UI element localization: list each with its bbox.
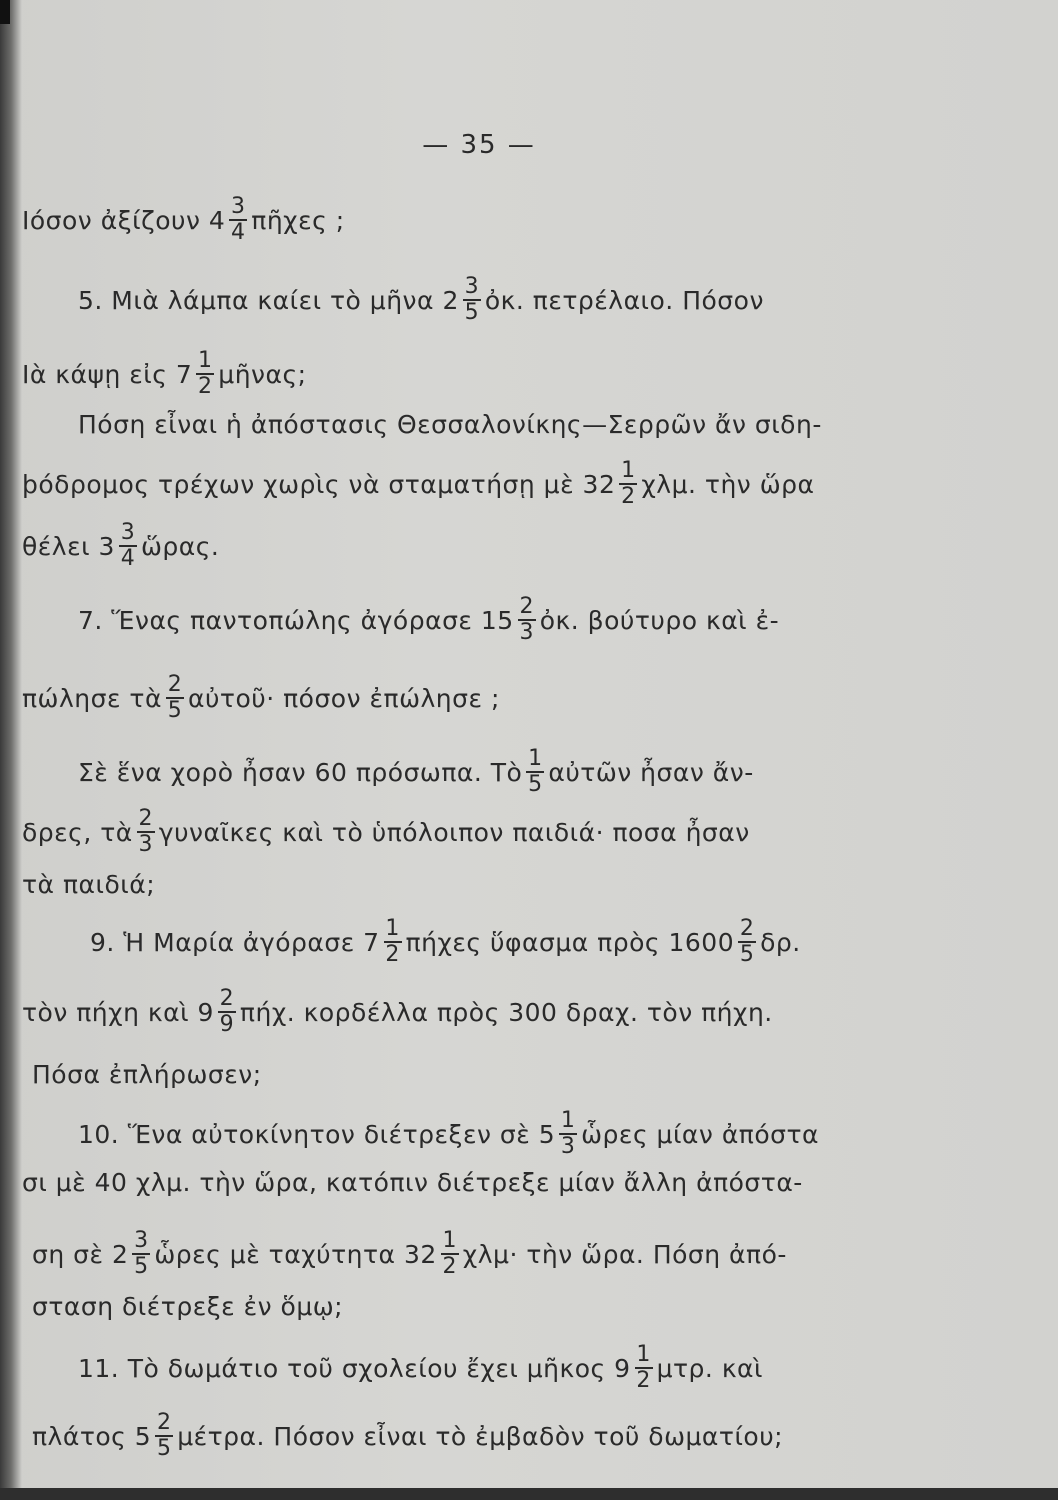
line-text: τὰ παιδιά; [22, 869, 156, 899]
text-line [78, 408, 822, 448]
text-line [78, 746, 754, 797]
fraction-denominator: 5 [528, 772, 543, 797]
text-line [22, 194, 345, 245]
text-line [32, 1410, 784, 1461]
line-text: πήχ. κορδέλλα πρὸς 300 δραχ. τὸν πήχη. [239, 997, 773, 1027]
line-text: ὥρας. [140, 531, 220, 561]
line-text: μῆνας; [218, 359, 307, 389]
line-text: 7. Ἕνας παντοπώλης ἀγόρασε 15 [78, 605, 514, 635]
text-line [78, 274, 764, 325]
page-number: — 35 — [422, 130, 536, 160]
text-line [78, 1108, 820, 1159]
line-text: ϸόδρομος τρέχων χωρὶς νὰ σταματήσῃ μὲ 32 [22, 469, 616, 499]
text-line [78, 1342, 763, 1393]
line-text: πῆχες ; [251, 205, 345, 235]
fraction-numerator: 1 [198, 348, 213, 373]
page-bottom-edge [0, 1488, 1058, 1500]
fraction-numerator: 1 [528, 746, 543, 771]
line-text: γυναῖκες καὶ τὸ ὑπόλοιπον παιδιά· ποσα ἦσαν [158, 817, 750, 847]
fraction [132, 1230, 150, 1278]
fraction-denominator: 5 [156, 1436, 172, 1461]
line-text: μέτρα. Πόσον εἶναι τὸ ἐμβαδὸν τοῦ δωματίου; [177, 1421, 784, 1451]
fraction-denominator: 5 [134, 1254, 149, 1279]
text-line [90, 916, 801, 967]
fraction-numerator: 2 [739, 916, 755, 941]
fraction [619, 460, 637, 508]
fraction-denominator: 3 [519, 620, 534, 645]
line-text: πώλησε τὰ [22, 683, 162, 713]
line-text: 5. Μιὰ λάμπα καίει τὸ μῆνα 2 [78, 285, 459, 315]
line-text: Σὲ ἕνα χορὸ ἦσαν 60 πρόσωπα. Τὸ [78, 757, 523, 787]
fraction [119, 522, 137, 570]
line-text: σι μὲ 40 χλμ. τὴν ὥρα, κατόπιν διέτρεξε μίαν ἄλλη ἀπόστα- [22, 1167, 803, 1197]
fraction [559, 1110, 577, 1158]
text-line [22, 986, 773, 1037]
fraction [218, 988, 236, 1036]
fraction [738, 918, 756, 966]
line-text: δρ. [760, 927, 801, 957]
text-line [22, 672, 500, 723]
fraction-denominator: 4 [231, 220, 246, 245]
line-text: χλμ· τὴν ὥρα. Πόση ἀπό- [462, 1239, 787, 1269]
line-text: σταση διέτρεξε ἐν ὅμῳ; [32, 1291, 344, 1321]
fraction-denominator: 2 [385, 942, 400, 967]
page-binding-shadow [0, 0, 22, 1500]
line-text: 10. Ἕνα αὐτοκίνητον διέτρεξεν σὲ 5 [78, 1119, 556, 1149]
line-text: ὧρες μὲ ταχύτητα 32 [154, 1239, 437, 1269]
fraction [526, 748, 544, 796]
text-line [78, 594, 780, 645]
fraction [196, 350, 214, 398]
fraction [384, 918, 402, 966]
fraction-denominator: 2 [636, 1368, 651, 1393]
fraction-denominator: 3 [138, 832, 154, 857]
text-line [22, 458, 815, 509]
fraction-numerator: 2 [156, 1410, 172, 1435]
text-line [32, 1058, 262, 1098]
line-text: αὐτῶν ἦσαν ἄν- [548, 757, 754, 787]
fraction-numerator: 1 [385, 916, 400, 941]
fraction-numerator: 2 [167, 672, 183, 697]
line-text: Ιὰ κάψῃ εἰς 7 [22, 359, 193, 389]
line-text: πλάτος 5 [32, 1421, 152, 1451]
fraction-denominator: 2 [442, 1254, 458, 1279]
fraction [137, 808, 155, 856]
fraction-numerator: 1 [636, 1342, 651, 1367]
fraction-numerator: 2 [138, 806, 154, 831]
fraction [441, 1230, 459, 1278]
text-line [22, 868, 155, 908]
fraction-denominator: 9 [219, 1012, 235, 1037]
fraction [229, 196, 247, 244]
fraction-numerator: 1 [442, 1228, 458, 1253]
fraction-numerator: 3 [134, 1228, 149, 1253]
line-text: ὀκ. πετρέλαιο. Πόσον [484, 285, 764, 315]
fraction-numerator: 3 [464, 274, 480, 299]
fraction-numerator: 3 [120, 520, 136, 545]
fraction [635, 1344, 653, 1392]
text-line [22, 520, 220, 571]
line-text: ὀκ. βούτυρο καὶ ἐ- [539, 605, 780, 635]
text-line [22, 1166, 803, 1206]
fraction-denominator: 2 [621, 484, 636, 509]
fraction-denominator: 5 [464, 300, 480, 325]
text-line [22, 806, 750, 857]
fraction-numerator: 1 [621, 458, 636, 483]
line-text: Ιόσον ἀξίζουν 4 [22, 205, 226, 235]
fraction [155, 1412, 173, 1460]
line-text: Πόση εἶναι ἡ ἀπόστασις Θεσσαλονίκης—Σερρῶν ἄν σιδη- [78, 409, 822, 439]
fraction-denominator: 5 [739, 942, 755, 967]
fraction-denominator: 5 [167, 698, 183, 723]
fraction [518, 596, 536, 644]
line-text: 9. Ἡ Μαρία ἀγόρασε 7 [90, 927, 380, 957]
fraction-numerator: 1 [560, 1108, 576, 1133]
fraction-denominator: 3 [560, 1134, 576, 1159]
fraction [166, 674, 184, 722]
line-text: Πόσα ἐπλήρωσεν; [32, 1059, 262, 1089]
fraction-denominator: 2 [198, 374, 213, 399]
corner-mark [0, 0, 10, 24]
line-text: ση σὲ 2 [32, 1239, 129, 1269]
line-text: αὐτοῦ· πόσον ἐπώλησε ; [187, 683, 500, 713]
line-text: δρες, τὰ [22, 817, 133, 847]
line-text: μτρ. καὶ [656, 1353, 763, 1383]
fraction-numerator: 2 [219, 986, 235, 1011]
fraction-numerator: 3 [231, 194, 246, 219]
fraction-numerator: 2 [519, 594, 534, 619]
text-line [32, 1228, 787, 1279]
line-text: χλμ. τὴν ὥρα [641, 469, 815, 499]
line-text: πήχες ὕφασμα πρὸς 1600 [405, 927, 735, 957]
fraction-denominator: 4 [120, 546, 136, 571]
line-text: 11. Τὸ δωμάτιο τοῦ σχολείου ἔχει μῆκος 9 [78, 1353, 631, 1383]
text-line [22, 348, 307, 399]
fraction [463, 276, 481, 324]
line-text: τὸν πήχη καὶ 9 [22, 997, 214, 1027]
text-line [32, 1290, 343, 1330]
line-text: θέλει 3 [22, 531, 115, 561]
line-text: ὧρες μίαν ἀπόστα [581, 1119, 820, 1149]
